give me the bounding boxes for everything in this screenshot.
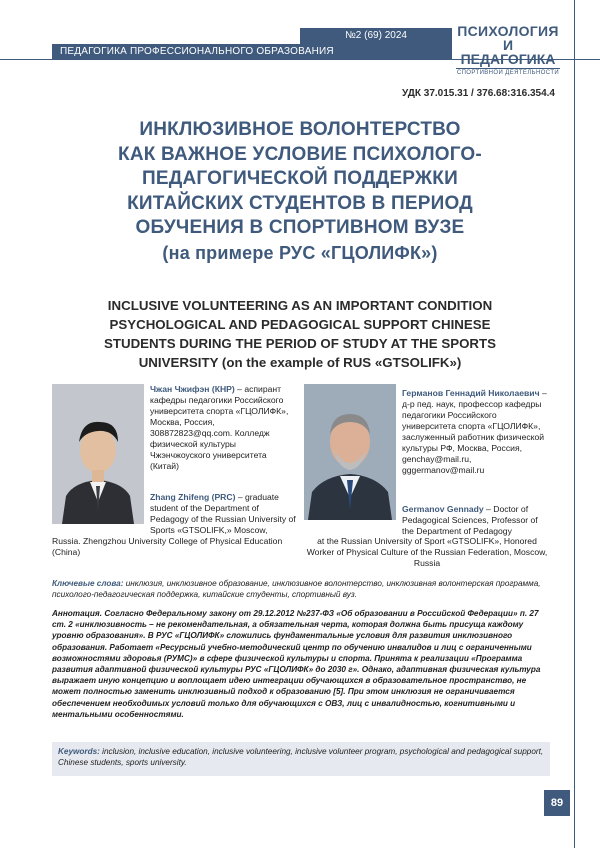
author1-info-en-cont: Russia. Zhengzhou University College of Physical Education (China)	[52, 536, 283, 557]
title-en	[60, 296, 540, 372]
keywords-en-label: Keywords:	[58, 747, 100, 756]
keywords-ru-text: инклюзия, инклюзивное образование, инклюзивное волонтерство, инклюзивная волонтерская программа, психолого-педагогическая поддержка, китайские студенты, спортивный вуз.	[52, 579, 541, 599]
page-number: 89	[544, 790, 570, 816]
author2-portrait-icon	[304, 384, 396, 520]
title-en-line: PSYCHOLOGICAL AND PEDAGOGICAL SUPPORT CHINESE	[109, 317, 491, 332]
journal-title-line1: ПСИХОЛОГИЯ	[457, 23, 559, 39]
keywords-ru	[52, 578, 550, 600]
side-rule	[574, 0, 575, 848]
author1-name-en: Zhang Zhifeng (PRC)	[150, 492, 236, 502]
journal-title-line3: СПОРТИВНОЙ ДЕЯТЕЛЬНОСТИ	[456, 70, 560, 76]
title-en-line: INCLUSIVE VOLUNTEERING AS AN IMPORTANT CONDITION	[107, 298, 493, 313]
author1-affiliation-en: graduate student of the Department of Pedagogy of the Russian University of Sports «GTSOLIFK,» Moscow,	[150, 492, 296, 535]
udk-code: УДК 37.015.31 / 376.68:316.354.4	[402, 88, 555, 99]
title-en-line: STUDENTS DURING THE PERIOD OF STUDY AT THE SPORTS	[103, 336, 497, 351]
title-ru-line: ИНКЛЮЗИВНОЕ ВОЛОНТЕРСТВО	[139, 119, 461, 140]
title-en-line: UNIVERSITY (on the example of RUS «GTSOLIFK»)	[138, 355, 462, 370]
author1-portrait-icon	[52, 384, 144, 524]
title-ru-line: КАК ВАЖНОЕ УСЛОВИЕ ПСИХОЛОГО-	[118, 143, 482, 165]
author2-info-en: Germanov Gennady – Doctor of Pedagogical Sciences, Professor of the Department of Pedagogy	[402, 504, 538, 536]
abstract	[52, 608, 550, 720]
title-ru	[60, 118, 540, 265]
abstract-text: Согласно Федеральному закону от 29.12.2012 №237-ФЗ «Об образовании в Российской Федерации» п. 27 ст. 2 «инклюзивность – не рекомендательная, а обязательная черта, которая должна быть присуща каждому уровню образования». В РУС «ГЦОЛИФК» сложились фундаментальные условия для развития инклюзивного образования. Работает «Ресурсный учебно-методический центр по обучению инвалидов и лиц с ограниченными возможностями здоровья (РУМС)» в сфере физической культуры и спорта. Принята к реализации «Программа развития адаптивной физической культуры РУС «ГЦОЛИФК» до 2030 г». Однако, адаптивная физическая культура выражает иную концепцию и воплощает идею интеграции обучающихся в образовательное пространство, не может полностью заменить инклюзивный подход к образованию [5]. При этом инклюзия не ограничивается обеспечением необходимых условий только для обучающихся с ОВЗ, лиц с инвалидностью, когнитивными и ментальными особенностями.	[52, 609, 541, 719]
author2-name-en: Germanov Gennady	[402, 504, 484, 514]
keywords-ru-label: Ключевые слова:	[52, 579, 124, 588]
abstract-label: Аннотация.	[52, 609, 103, 618]
title-ru-line: КИТАЙСКИХ СТУДЕНТОВ В ПЕРИОД	[127, 192, 473, 214]
author1-name-ru: Чжан Чжифэн (КНР)	[150, 384, 235, 394]
journal-logo	[456, 24, 560, 76]
author1-photo	[52, 384, 144, 524]
keywords-en-text: inclusion, inclusive education, inclusive volunteering, inclusive volunteer program, psychological and pedagogical support, Chinese students, sports university.	[58, 747, 544, 767]
author2-info-en-cont: at the Russian University of Sport «GTSOLIFK», Honored Worker of Physical Culture of the Russian Federation, Moscow, Russia	[306, 536, 548, 568]
author2-affiliation-ru: д-р пед. наук, профессор кафедры педагогики Российского университета спорта «ГЦОЛИФК», заслуженный работник физической культуры РФ, Москва, Россия, genchay@mail.ru, gggermanov@mail.ru	[402, 399, 545, 475]
title-ru-line: ОБУЧЕНИЯ В СПОРТИВНОМ ВУЗЕ	[135, 217, 465, 238]
author2-affiliation-en: Doctor of Pedagogical Sciences, Professor of the Department of Pedagogy	[402, 504, 538, 536]
author1-affiliation-ru: аспирант кафедры педагогики Российского университета спорта «ГЦОЛИФК», Москва, Россия, 308872823@qq.com. Колледж физической культуры Чжэнчжоуского университета (Китай)	[150, 384, 289, 471]
author1-info-en: Zhang Zhifeng (PRC) – graduate student of the Department of Pedagogy of the Russian University of Sports «GTSOLIFK,» Moscow,	[150, 492, 296, 535]
title-ru-line: ПЕДАГОГИЧЕСКОЙ ПОДДЕРЖКИ	[142, 168, 458, 189]
issue-number: №2 (69) 2024	[300, 28, 452, 44]
section-title: ПЕДАГОГИКА ПРОФЕССИОНАЛЬНОГО ОБРАЗОВАНИЯ	[52, 44, 452, 60]
author2-name-ru: Германов Геннадий Николаевич	[402, 388, 540, 398]
journal-title-line2: И ПЕДАГОГИКА	[460, 37, 556, 67]
title-ru-subtitle: (на примере РУС «ГЦОЛИФК»)	[162, 242, 438, 263]
keywords-en	[52, 742, 550, 776]
author1-info-ru: Чжан Чжифэн (КНР) – аспирант кафедры педагогики Российского университета спорта «ГЦОЛИФК», Москва, Россия, 308872823@qq.com. Колледж физической культуры Чжэнчжоуского университета (Китай)	[150, 384, 289, 471]
author2-info-ru: Германов Геннадий Николаевич – д-р пед. наук, профессор кафедры педагогики Российского университета спорта «ГЦОЛИФК», заслуженный работник физической культуры РФ, Москва, Россия, genchay@mail.ru, gggermanov@mail.ru	[402, 388, 547, 475]
author2-photo	[304, 384, 396, 520]
